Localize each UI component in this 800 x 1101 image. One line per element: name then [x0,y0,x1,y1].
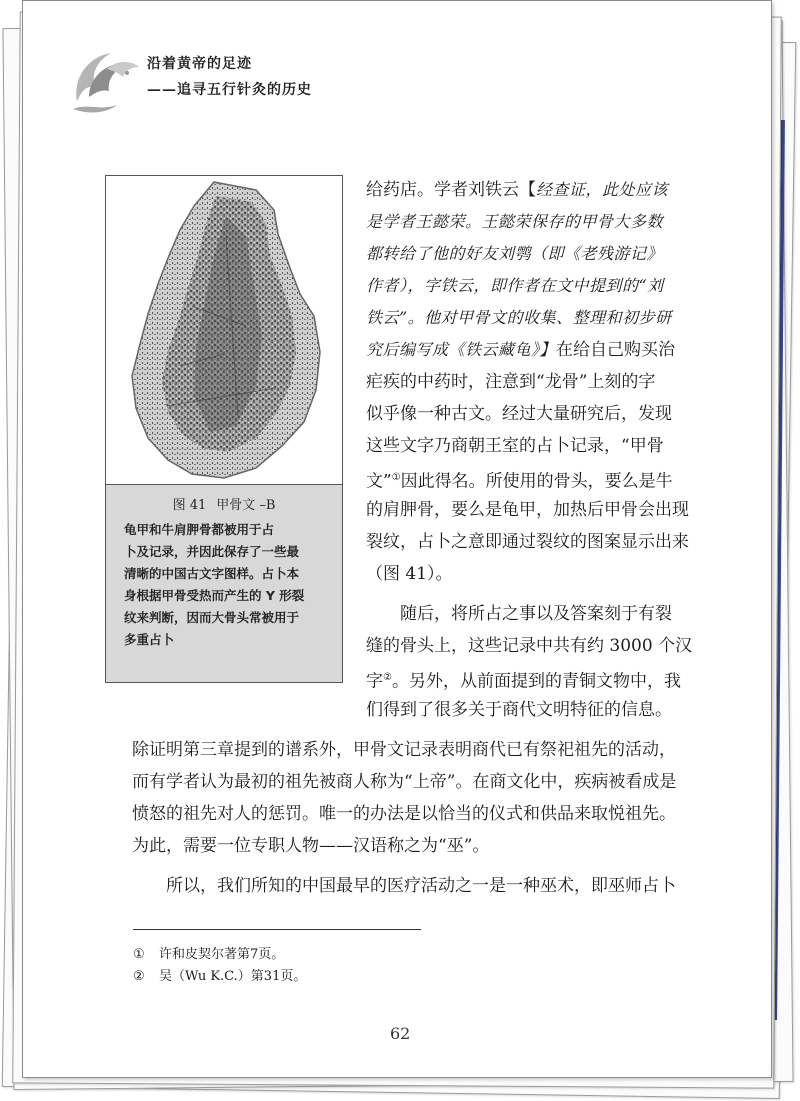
body-line: 作者），字铁云，即作者在文中提到的“刘 [366,276,664,295]
figure-label: 图 41 [172,498,207,513]
footnote-divider [133,929,421,930]
body-line: 是学者王懿荣。王懿荣保存的甲骨大多数 [366,212,664,231]
figure-caption [106,494,342,513]
footnote-mark: ② [133,969,145,984]
figure-41 [105,175,343,683]
body-line: 疟疾的中药时，注意到“龙骨”上刻的字 [366,372,656,392]
figure-description-line: 多重占卜 [124,632,175,647]
figure-description-line: 身根据甲骨受热而产生的 Y 形裂 [124,588,305,603]
figure-title: 甲骨文 –B [216,498,276,513]
figure-description-line: 龟甲和牛肩胛骨都被用于占 [124,522,275,537]
body-line: 们得到了很多关于商代文明特征的信息。 [366,700,672,720]
body-line: （图 41）。 [366,564,453,584]
figure-description-line: 清晰的中国古文字图样。占卜本 [124,566,300,581]
page-number: 62 [390,1024,411,1043]
body-line: 除证明第三章提到的谱系外，甲骨文记录表明商代已有祭祀祖先的活动， [132,740,676,760]
footnote-text: 吴（Wu K.C.）第31页。 [159,969,307,984]
figure-description-line: 卜及记录，并因此保存了一些最 [124,544,300,559]
body-line: 缝的骨头上，这些记录中共有约 3000 个汉 [366,636,693,656]
figure-description [124,519,332,651]
footnote-1 [133,944,284,966]
oracle-bone-image [106,176,342,485]
body-line: 究后编写成《铁云藏龟》】在给自己购买治 [366,340,676,360]
footnote-ref-2[interactable]: ② [383,672,392,683]
body-line: 都转给了他的好友刘鹗（即《老残游记》 [366,244,664,263]
body-line: 所以，我们所知的中国最早的医疗活动之一是一种巫术，即巫师占卜 [166,876,676,896]
body-line: 字②。另外，从前面提到的青铜文物中，我 [366,671,681,692]
wave-logo-icon [67,39,147,119]
footnote-ref-1[interactable]: ① [391,472,401,483]
book-title: 沿着黄帝的足迹 [147,56,252,72]
body-line: 而有学者认为最初的祖先被商人称为“上帝”。在商文化中，疾病被看成是 [132,772,677,792]
body-line: 铁云”。他对甲骨文的收集、整理和初步研 [366,308,672,327]
editor-note: 经查证，此处应该 [536,180,669,199]
body-line: 为此，需要一位专职人物——汉语称之为“巫”。 [132,836,490,856]
body-line: 裂纹，占卜之意即通过裂纹的图案显示出来 [366,532,689,552]
footnote-mark: ① [133,947,145,962]
body-line: 似乎像一种古文。经过大量研究后，发现 [366,404,672,424]
book-subtitle: ——追寻五行针灸的历史 [147,82,312,98]
footnote-text: 许和皮契尔著第7页。 [159,947,285,962]
body-line: 愤怒的祖先对人的惩罚。唯一的办法是以恰当的仪式和供品来取悦祖先。 [132,804,676,824]
footnote-2 [133,966,306,988]
body-line: 随后，将所占之事以及答案刻于有裂 [400,604,672,624]
figure-description-line: 纹来判断，因而大骨头常被用于 [124,610,300,625]
body-line: 这些文字乃商朝王室的占卜记录，“甲骨 [366,436,664,456]
body-line: 文”①因此得名。所使用的骨头，要么是牛 [366,471,673,492]
body-line: 给药店。学者刘铁云【经查证，此处应该 [366,180,669,200]
body-line: 的肩胛骨，要么是龟甲，加热后甲骨会出现 [366,500,689,520]
